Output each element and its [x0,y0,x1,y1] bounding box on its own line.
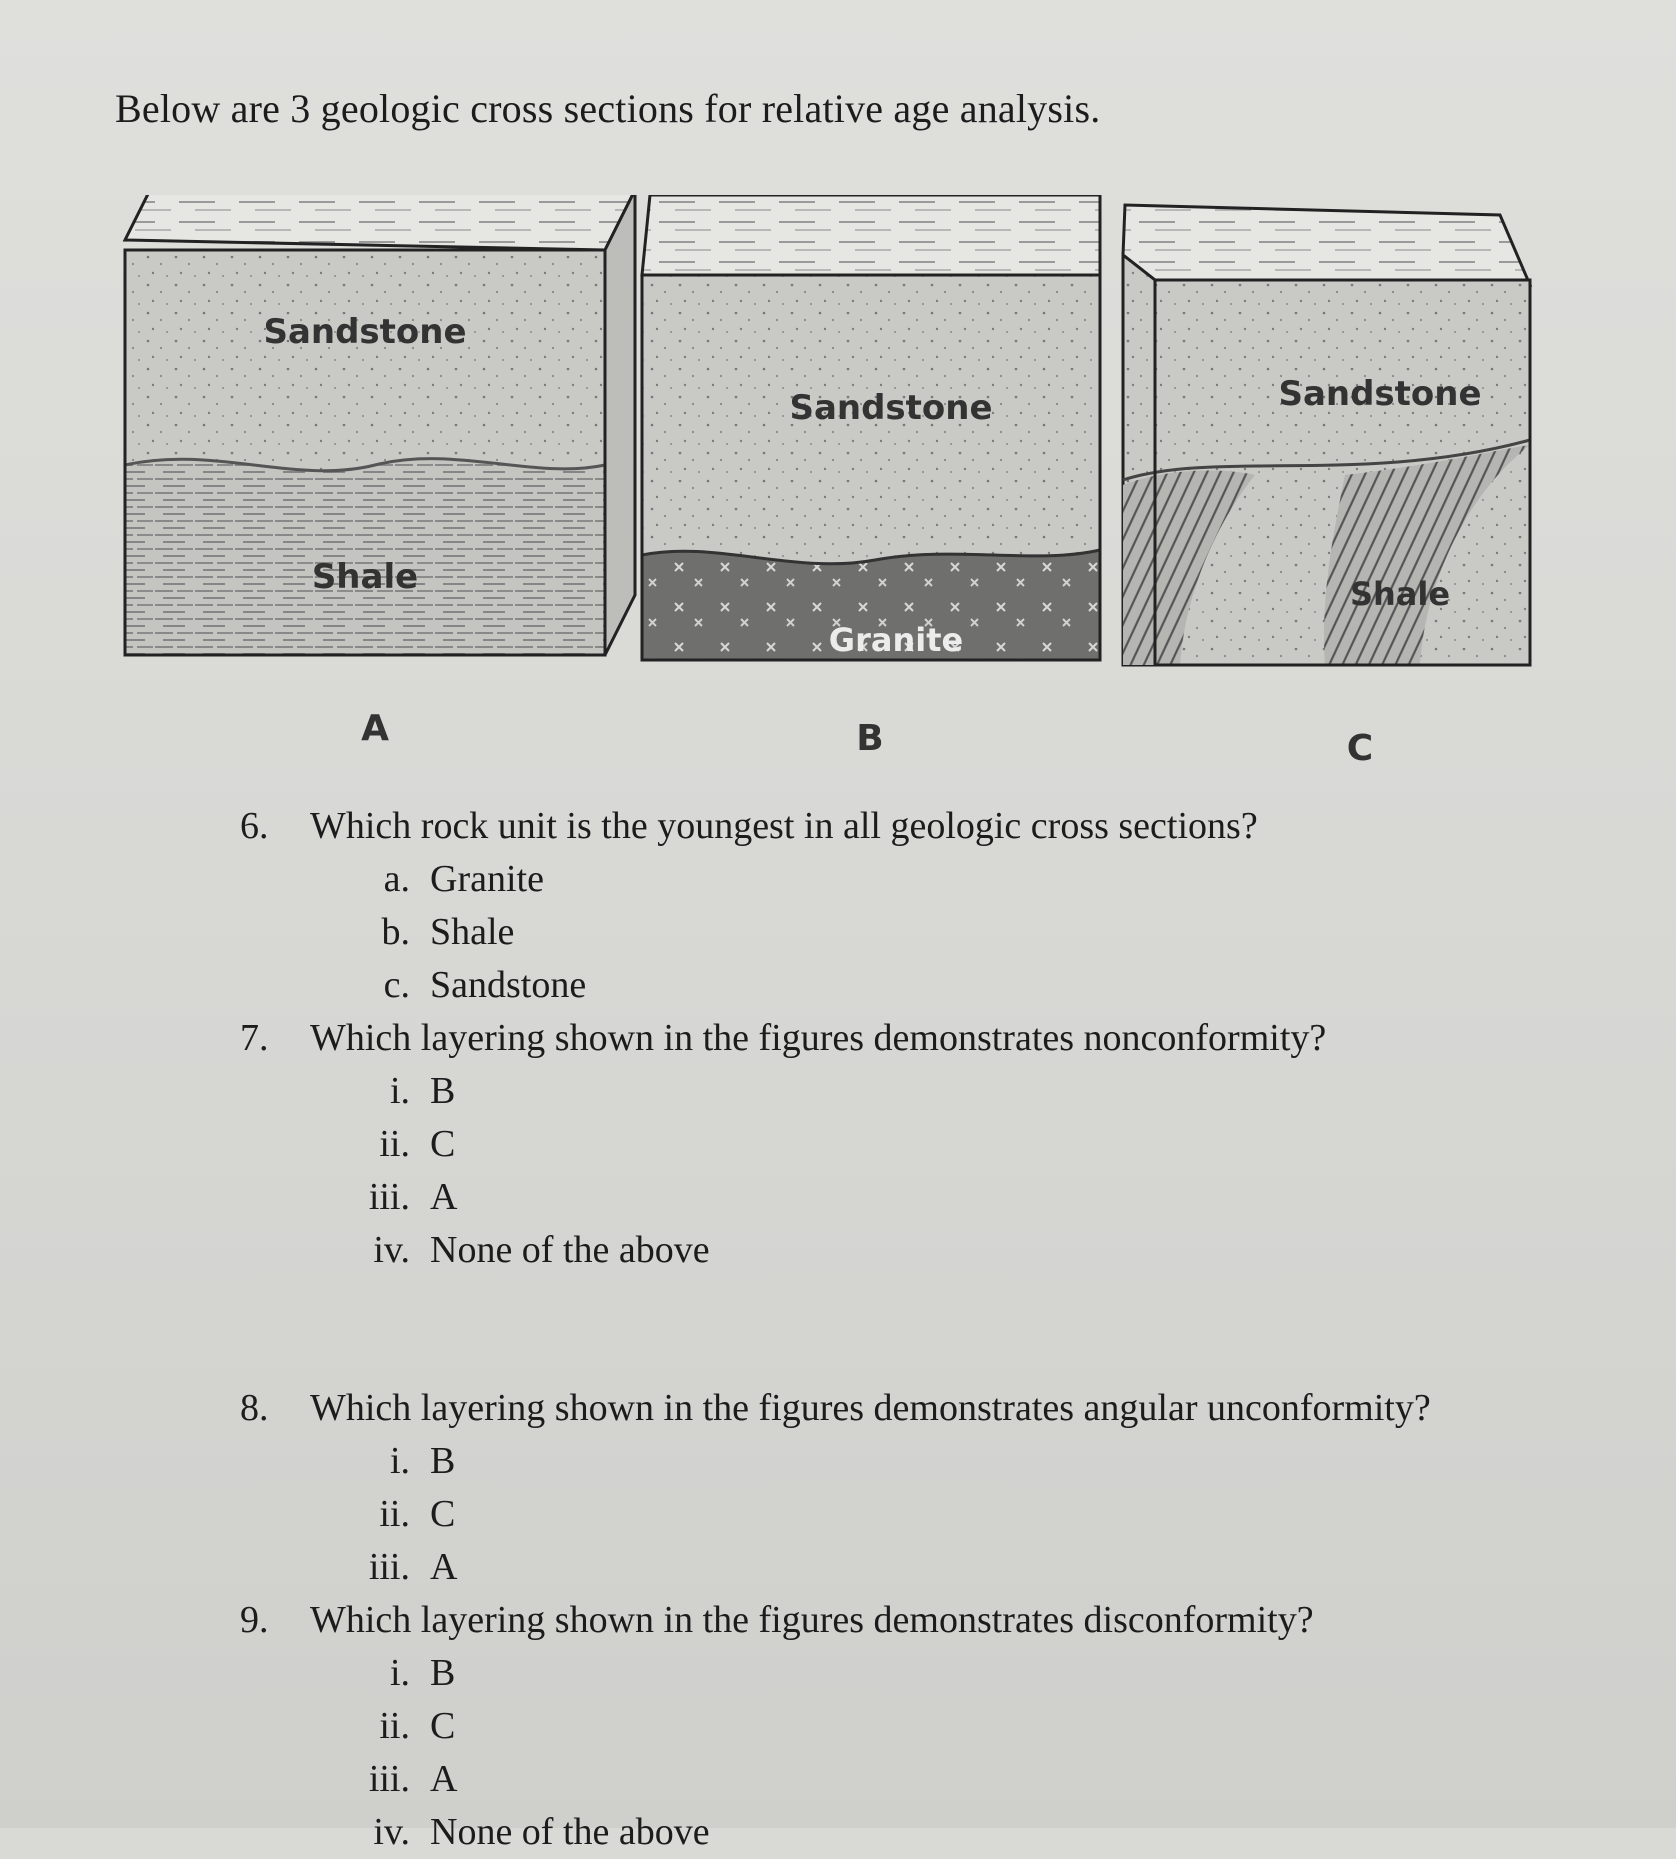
option-text: A [430,1176,458,1218]
spacer [240,1277,1540,1382]
option-label: i. [389,1440,410,1482]
option-label: i. [389,1652,410,1694]
block-a-letter: A [361,708,389,749]
option-text: Sandstone [430,964,587,1006]
option-label: iii. [368,1758,410,1800]
option[interactable] [240,1488,1540,1541]
question-number: 6. [240,805,269,847]
option[interactable] [240,959,1540,1012]
option[interactable] [240,906,1540,959]
block-c-letter: C [1346,728,1374,769]
option-text: None of the above [430,1229,710,1271]
option-label: ii. [379,1705,410,1747]
block-a-bottom-label: Shale [311,557,419,597]
option-label: ii. [379,1493,410,1535]
option[interactable] [240,1647,1540,1700]
option-text: None of the above [430,1811,710,1853]
question-6 [240,800,1540,853]
question-list [240,800,1540,1859]
option-label: c. [383,964,410,1006]
option[interactable] [240,1118,1540,1171]
intro-text: Below are 3 geologic cross sections for relative age analysis. [115,86,1101,131]
block-c-bottom-label: Shale [1349,575,1451,613]
option-text: B [430,1070,456,1112]
option[interactable] [240,1806,1540,1859]
option-label: iv. [373,1229,410,1271]
option-text: A [430,1758,458,1800]
option-text: B [430,1440,456,1482]
option[interactable] [240,1171,1540,1224]
option[interactable] [240,1541,1540,1594]
option-label: i. [389,1070,410,1112]
option[interactable] [240,1224,1540,1277]
block-b-letter: B [856,718,884,759]
block-b-bottom-label: Granite [828,621,964,659]
option-text: C [430,1123,456,1165]
question-number: 7. [240,1017,269,1059]
option-label: a. [383,858,410,900]
option-label: iii. [368,1176,410,1218]
question-number: 9. [240,1599,269,1641]
option-text: C [430,1705,456,1747]
option-text: Granite [430,858,544,900]
question-text: Which rock unit is the youngest in all geologic cross sections? [310,805,1258,847]
option-label: ii. [379,1123,410,1165]
cross-sections-svg [115,195,1615,775]
option-text: Shale [430,911,515,953]
option-text: A [430,1546,458,1588]
question-text: Which layering shown in the figures demonstrates disconformity? [310,1599,1314,1641]
block-c [1123,205,1530,665]
option-label: iv. [373,1811,410,1853]
block-a-top-label: Sandstone [263,312,467,352]
question-9 [240,1594,1540,1647]
option[interactable] [240,1065,1540,1118]
option[interactable] [240,1700,1540,1753]
question-text: Which layering shown in the figures demonstrates nonconformity? [310,1017,1327,1059]
cross-sections-figure [115,195,1615,775]
question-8 [240,1382,1540,1435]
question-number: 8. [240,1387,269,1429]
option-text: B [430,1652,456,1694]
block-c-top-label: Sandstone [1278,374,1482,414]
block-b-top-label: Sandstone [789,388,993,428]
option[interactable] [240,1435,1540,1488]
question-7 [240,1012,1540,1065]
option-label: iii. [368,1546,410,1588]
option-text: C [430,1493,456,1535]
option[interactable] [240,1753,1540,1806]
option-label: b. [381,911,410,953]
option[interactable] [240,853,1540,906]
question-text: Which layering shown in the figures demonstrates angular unconformity? [310,1387,1431,1429]
